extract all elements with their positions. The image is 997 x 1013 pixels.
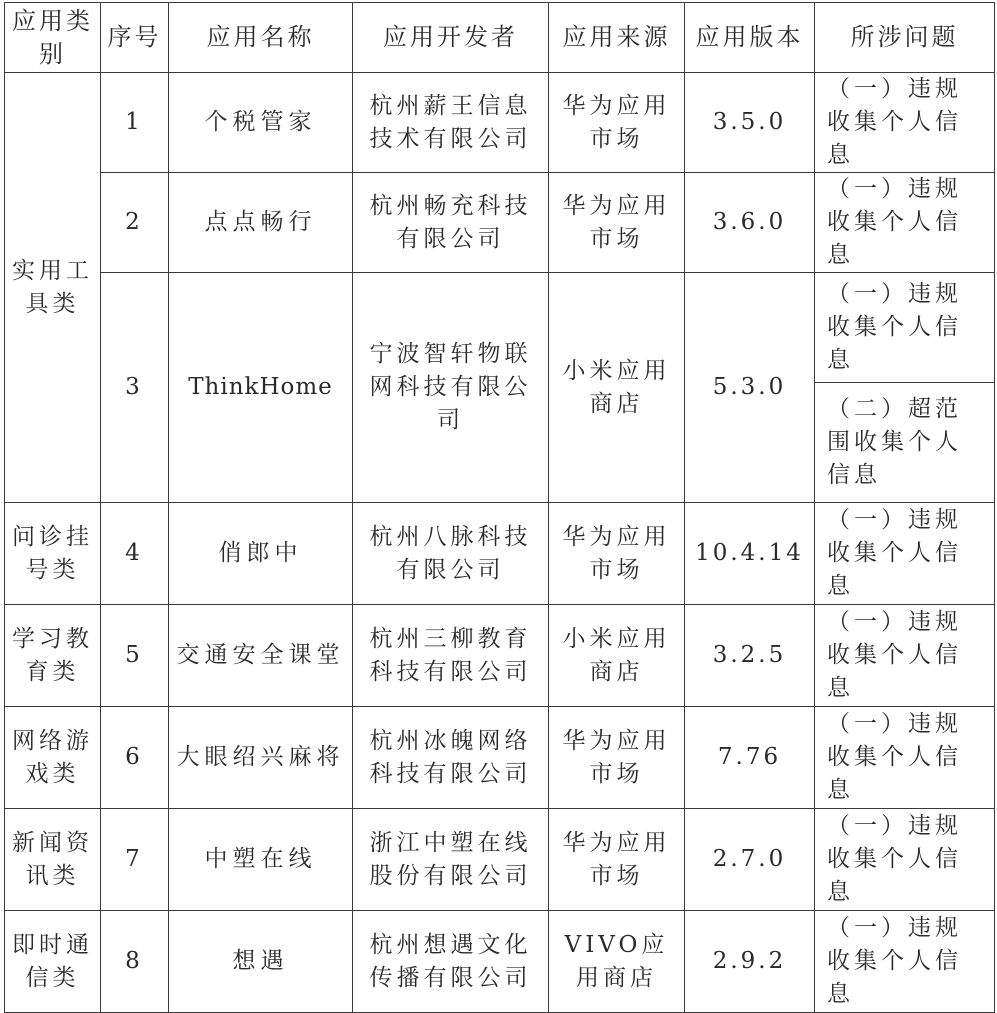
app-name: 个税管家 — [169, 73, 353, 173]
app-developer: 宁波智轩物联网科技有限公司 — [353, 273, 549, 503]
row-no: 2 — [101, 173, 169, 273]
app-source: 小米应用商店 — [549, 273, 685, 503]
row-no: 1 — [101, 73, 169, 173]
app-violation-table — [4, 2, 995, 1013]
app-issue: （一）违规收集个人信息 — [815, 707, 995, 809]
app-version: 7.76 — [685, 707, 815, 809]
category-cell: 实用工具类 — [5, 73, 101, 503]
app-issue: （二）超范围收集个人信息 — [815, 383, 995, 503]
row-no: 7 — [101, 809, 169, 911]
app-developer: 杭州想遇文化传播有限公司 — [353, 911, 549, 1013]
header-version: 应用版本 — [685, 3, 815, 73]
table-row — [5, 605, 995, 707]
category-cell: 即时通信类 — [5, 911, 101, 1013]
app-source: 华为应用市场 — [549, 503, 685, 605]
app-issue: （一）违规收集个人信息 — [815, 911, 995, 1013]
header-no: 序号 — [101, 3, 169, 73]
header-name: 应用名称 — [169, 3, 353, 73]
row-no: 6 — [101, 707, 169, 809]
app-version: 3.5.0 — [685, 73, 815, 173]
app-issue: （一）违规收集个人信息 — [815, 173, 995, 273]
table-row — [5, 73, 995, 173]
app-developer: 浙江中塑在线股份有限公司 — [353, 809, 549, 911]
app-developer: 杭州畅充科技有限公司 — [353, 173, 549, 273]
row-no: 3 — [101, 273, 169, 503]
header-developer: 应用开发者 — [353, 3, 549, 73]
app-developer: 杭州八脉科技有限公司 — [353, 503, 549, 605]
app-issue: （一）违规收集个人信息 — [815, 73, 995, 173]
app-name: 俏郎中 — [169, 503, 353, 605]
header-issue: 所涉问题 — [815, 3, 995, 73]
app-version: 3.2.5 — [685, 605, 815, 707]
table-row — [5, 273, 995, 383]
app-name: 中塑在线 — [169, 809, 353, 911]
app-source: VIVO应用商店 — [549, 911, 685, 1013]
app-developer: 杭州冰魄网络科技有限公司 — [353, 707, 549, 809]
header-category: 应用类别 — [5, 3, 101, 73]
app-source: 华为应用市场 — [549, 809, 685, 911]
row-no: 8 — [101, 911, 169, 1013]
app-name: 大眼绍兴麻将 — [169, 707, 353, 809]
app-developer: 杭州三柳教育科技有限公司 — [353, 605, 549, 707]
row-no: 5 — [101, 605, 169, 707]
app-source: 华为应用市场 — [549, 707, 685, 809]
app-source: 小米应用商店 — [549, 605, 685, 707]
category-cell: 网络游戏类 — [5, 707, 101, 809]
app-version: 2.7.0 — [685, 809, 815, 911]
app-issue: （一）违规收集个人信息 — [815, 273, 995, 383]
app-issue: （一）违规收集个人信息 — [815, 503, 995, 605]
category-cell: 学习教育类 — [5, 605, 101, 707]
table-row — [5, 911, 995, 1013]
app-source: 华为应用市场 — [549, 173, 685, 273]
app-name: 点点畅行 — [169, 173, 353, 273]
app-name: 交通安全课堂 — [169, 605, 353, 707]
table-row — [5, 173, 995, 273]
app-version: 3.6.0 — [685, 173, 815, 273]
app-name: 想遇 — [169, 911, 353, 1013]
header-row — [5, 3, 995, 73]
app-name: ThinkHome — [169, 273, 353, 503]
category-cell: 问诊挂号类 — [5, 503, 101, 605]
app-version: 5.3.0 — [685, 273, 815, 503]
category-cell: 新闻资讯类 — [5, 809, 101, 911]
row-no: 4 — [101, 503, 169, 605]
header-source: 应用来源 — [549, 3, 685, 73]
table-row — [5, 503, 995, 605]
app-version: 2.9.2 — [685, 911, 815, 1013]
app-source: 华为应用市场 — [549, 73, 685, 173]
app-version: 10.4.14 — [685, 503, 815, 605]
table-row — [5, 809, 995, 911]
app-issue: （一）违规收集个人信息 — [815, 605, 995, 707]
app-issue: （一）违规收集个人信息 — [815, 809, 995, 911]
app-developer: 杭州薪王信息技术有限公司 — [353, 73, 549, 173]
table-row — [5, 707, 995, 809]
